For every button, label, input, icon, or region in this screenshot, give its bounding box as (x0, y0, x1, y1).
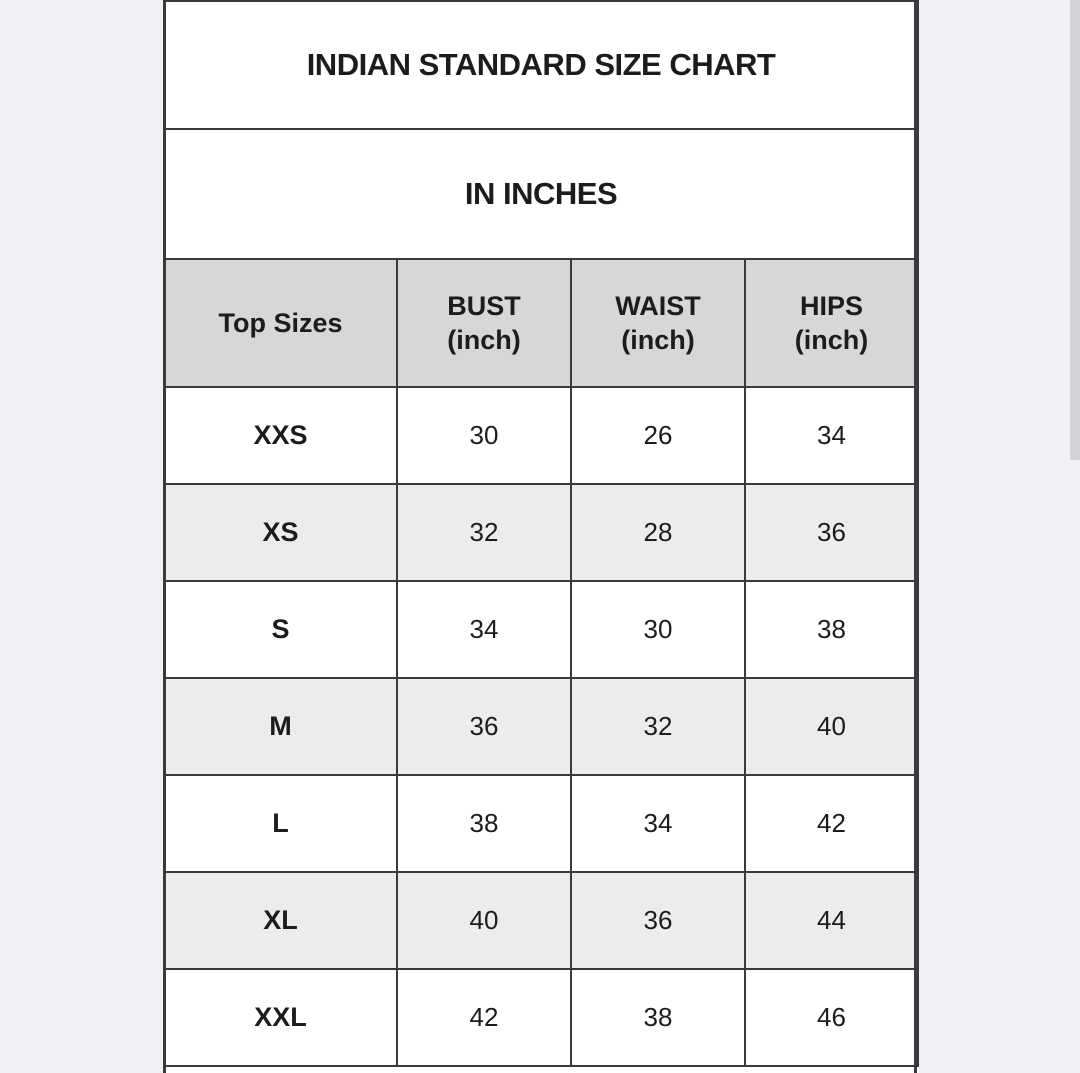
hips-cell: 34 (745, 387, 918, 484)
hips-cell: 44 (745, 872, 918, 969)
header-unit: (inch) (621, 325, 695, 355)
hips-cell: 36 (745, 484, 918, 581)
header-row (164, 259, 918, 387)
table-row (164, 678, 918, 775)
waist-cell: 34 (571, 775, 745, 872)
size-cell: XS (164, 484, 397, 581)
header-top-sizes (164, 259, 397, 387)
header-waist (571, 259, 745, 387)
header-label: BUST (447, 291, 521, 321)
bust-cell: 38 (397, 775, 571, 872)
size-cell: XXL (164, 969, 397, 1066)
header-label: HIPS (799, 291, 864, 321)
table-row (164, 484, 918, 581)
bust-cell: 32 (397, 484, 571, 581)
header-label: Top Sizes (218, 308, 343, 338)
size-chart-table (163, 0, 919, 1067)
hips-cell: 40 (745, 678, 918, 775)
chart-subtitle: IN INCHES (164, 129, 918, 259)
table-row (164, 581, 918, 678)
hips-cell: 46 (745, 969, 918, 1066)
bust-cell: 36 (397, 678, 571, 775)
bust-cell: 34 (397, 581, 571, 678)
size-cell: S (164, 581, 397, 678)
size-cell: XL (164, 872, 397, 969)
bust-cell: 40 (397, 872, 571, 969)
table-row (164, 969, 918, 1066)
size-cell: M (164, 678, 397, 775)
bust-cell: 42 (397, 969, 571, 1066)
header-label: WAIST (615, 291, 701, 321)
waist-cell: 26 (571, 387, 745, 484)
header-unit: (inch) (794, 325, 869, 355)
waist-cell: 36 (571, 872, 745, 969)
waist-cell: 38 (571, 969, 745, 1066)
table-row (164, 387, 918, 484)
bust-cell: 30 (397, 387, 571, 484)
size-cell: L (164, 775, 397, 872)
table-row (164, 775, 918, 872)
waist-cell: 32 (571, 678, 745, 775)
header-hips (745, 259, 918, 387)
hips-cell: 38 (745, 581, 918, 678)
header-unit: (inch) (447, 325, 521, 355)
waist-cell: 28 (571, 484, 745, 581)
waist-cell: 30 (571, 581, 745, 678)
header-bust (397, 259, 571, 387)
scrollbar[interactable] (1070, 0, 1080, 460)
chart-title: INDIAN STANDARD SIZE CHART (164, 1, 918, 129)
size-cell: XXS (164, 387, 397, 484)
table-row (164, 872, 918, 969)
hips-cell: 42 (745, 775, 918, 872)
